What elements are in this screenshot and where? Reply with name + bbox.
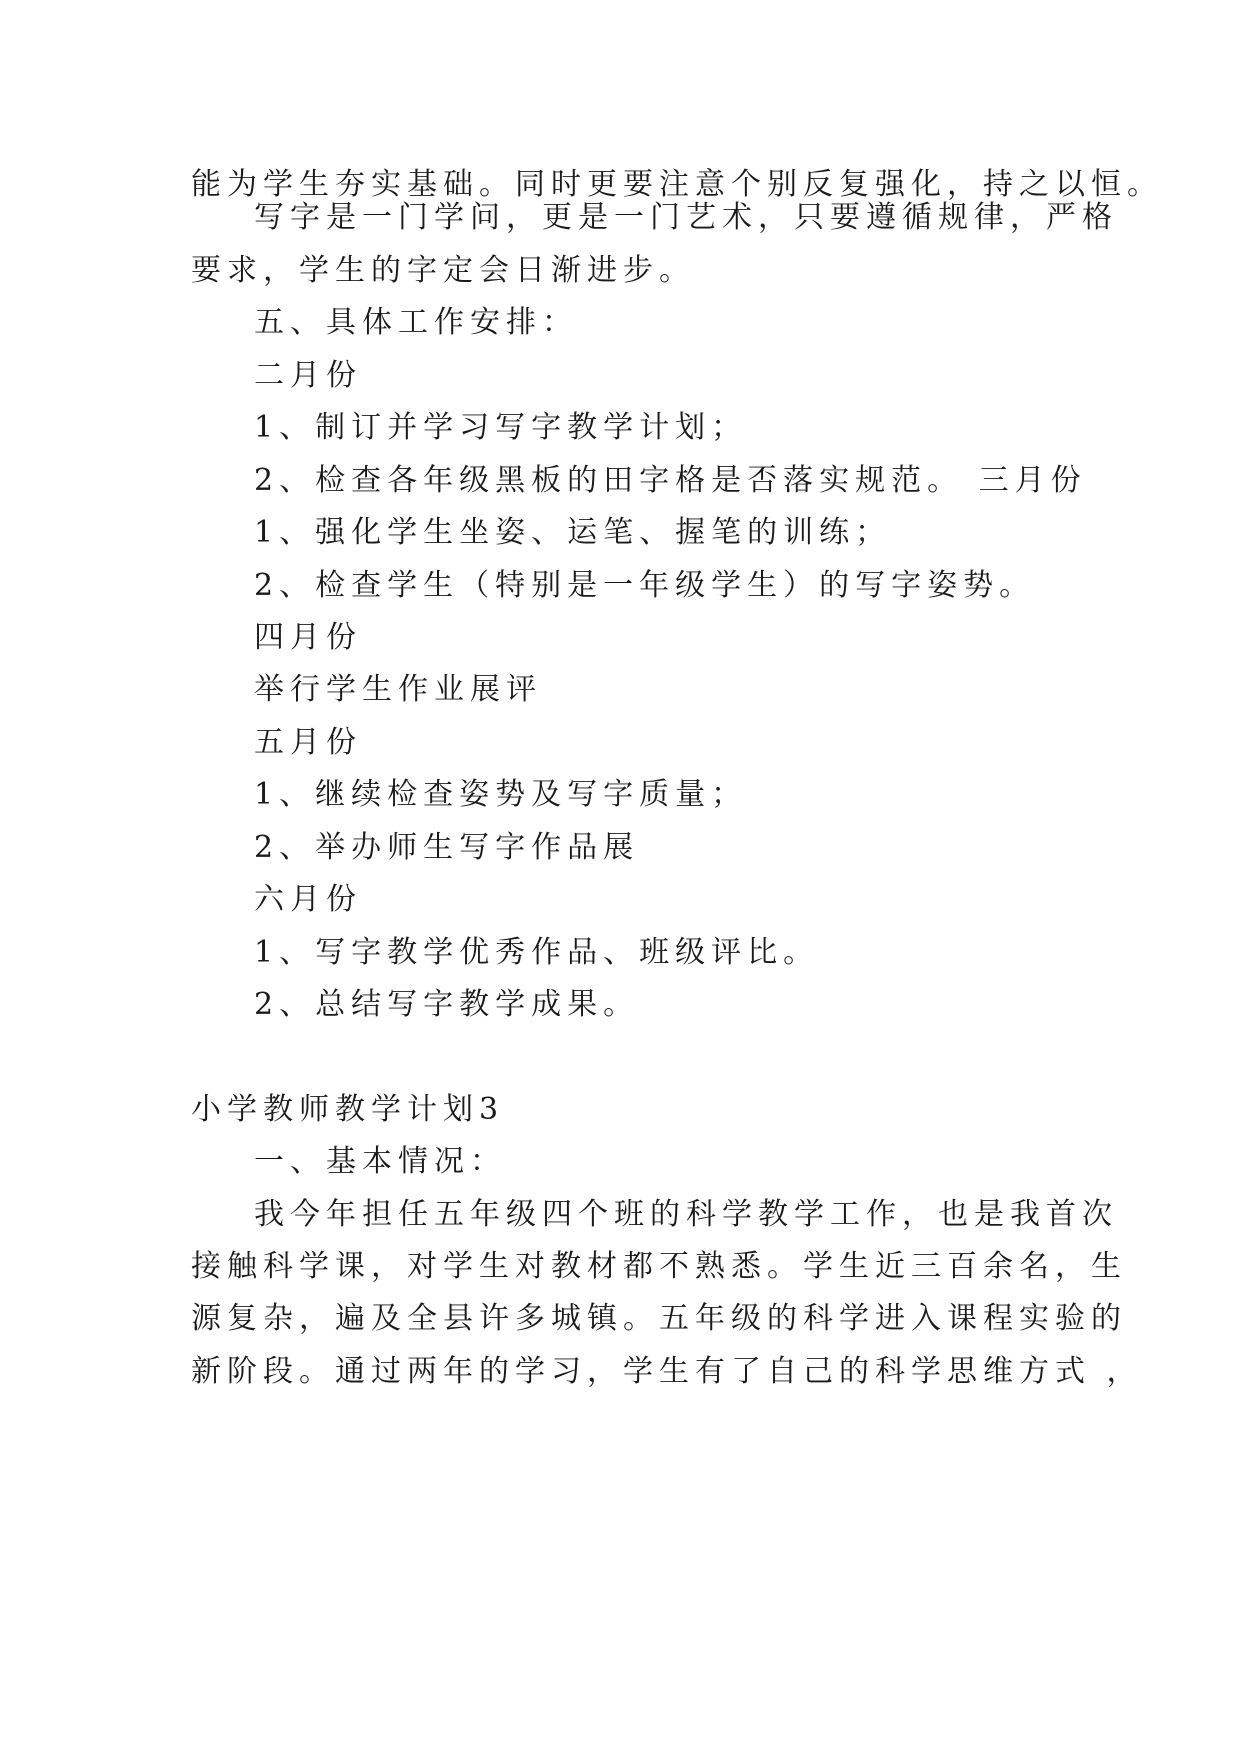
text-line: 能为学生夯实基础。同时更要注意个别反复强化，持之以恒。 [191,167,1163,202]
section-heading: 一、基本情况： [254,1144,506,1179]
text-line: 要求，学生的字定会日渐进步。 [191,253,695,288]
list-item: 1、制订并学习写字教学计划； [254,410,748,445]
list-item: 1、强化学生坐姿、运笔、握笔的训练； [254,515,892,550]
list-item: 1、继续检查姿势及写字质量； [254,777,748,812]
paragraph-line: 源复杂，遍及全县许多城镇。五年级的科学进入课程实验的 [191,1301,1127,1336]
section-heading: 五、具体工作安排： [254,305,578,340]
paragraph-line: 我今年担任五年级四个班的科学教学工作，也是我首次 [254,1197,1118,1232]
paragraph-line: 接触科学课，对学生对教材都不熟悉。学生近三百余名，生 [191,1249,1127,1284]
list-item: 2、检查各年级黑板的田字格是否落实规范。 三月份 [254,463,1087,498]
paragraph-line: 新阶段。通过两年的学习，学生有了自己的科学思维方式 ， [191,1354,1143,1389]
document-title: 小学教师教学计划3 [191,1092,505,1127]
month-heading: 四月份 [254,620,362,655]
list-item: 2、总结写字教学成果。 [254,987,640,1022]
month-heading: 六月份 [254,882,362,917]
list-item: 2、举办师生写字作品展 [254,830,640,865]
list-item: 2、检查学生（特别是一年级学生）的写字姿势。 [254,568,1036,603]
month-heading: 二月份 [254,358,362,393]
list-item: 举行学生作业展评 [254,672,542,707]
list-item: 1、写字教学优秀作品、班级评比。 [254,935,820,970]
month-heading: 五月份 [254,725,362,760]
text-line: 写字是一门学问，更是一门艺术，只要遵循规律，严格 [254,200,1118,235]
